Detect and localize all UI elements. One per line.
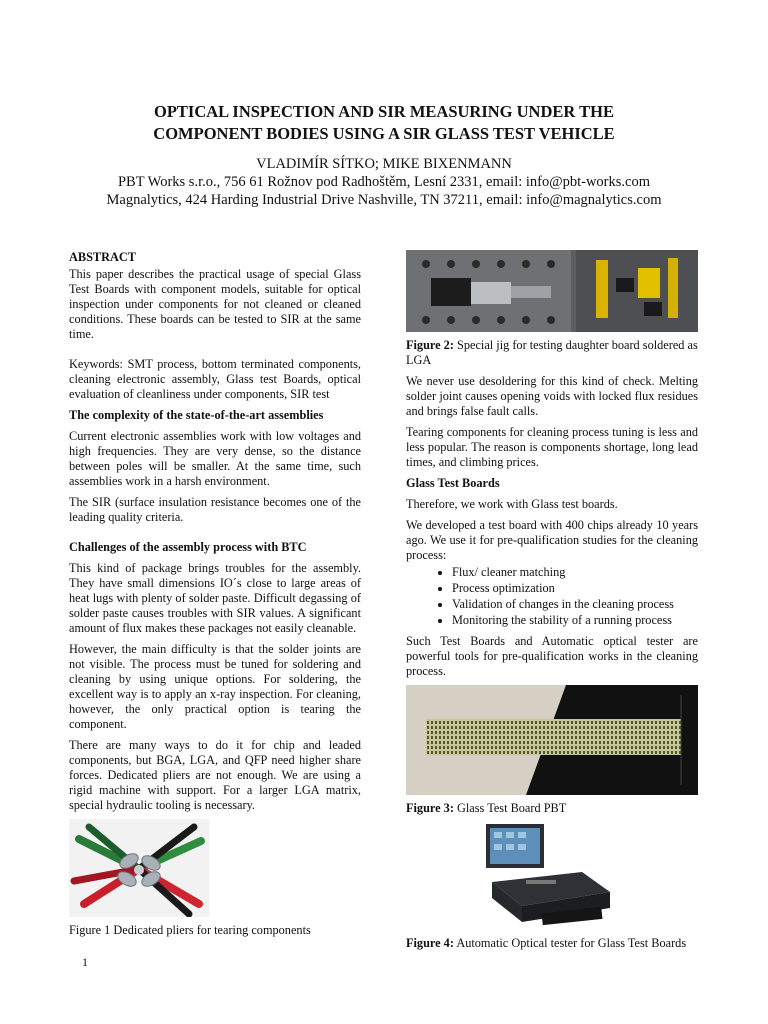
heading-challenges: Challenges of the assembly process with BTC xyxy=(69,540,307,554)
affiliation-1: PBT Works s.r.o., 756 61 Rožnov pod Radhoštěm, Lesní 2331, email: info@pbt-works.com xyxy=(117,174,650,190)
paragraph-challenges-2: However, the main difficulty is that the solder joints are not visible. The process must be tuned for soldering and cleaning by using unique options. For soldering, the excellent way is to apply an x-ray inspection. For cleaning, however, the only practical option is tearing the component. xyxy=(69,642,361,731)
heading-complexity: The complexity of the state-of-the-art assemblies xyxy=(69,408,324,422)
figure-4-label: Figure 4: xyxy=(406,936,454,950)
figure-4-optical-tester-image xyxy=(482,822,614,932)
optical-tester-photo xyxy=(482,822,614,932)
figure-3-glass-board-image xyxy=(406,685,698,795)
author-block xyxy=(60,155,708,209)
figure-3-label: Figure 3: xyxy=(406,801,454,815)
keywords: Keywords: SMT process, bottom terminated components, cleaning electronic assembly, Glass test Boards, optical evaluation of cleanliness under components, SIR test xyxy=(69,357,361,401)
list-item: • Monitoring the stability of a running process xyxy=(452,613,698,628)
abstract-text: This paper describes the practical usage of special Glass Test Boards with component models, suitable for optical inspection under components for not cleaned or cleaned conditions. These boards can be tested to SIR at the same time. xyxy=(69,267,361,341)
figure-3-caption xyxy=(406,801,698,816)
right-column xyxy=(406,250,698,957)
figure-4-text: Automatic Optical tester for Glass Test Boards xyxy=(453,936,687,950)
paragraph-glass-1: Therefore, we work with Glass test boards. xyxy=(406,497,618,511)
page-number: 1 xyxy=(82,955,88,969)
paragraph-challenges-1: This kind of package brings troubles for the assembly. They have small dimensions IO´s close to large areas of heat lugs with plenty of solder paste. Difficult degassing of solder paste causes troubles with SIR values. A significant amount of flux makes these packages not easily cleanable. xyxy=(69,561,361,635)
figure-2-jig-image xyxy=(406,250,698,332)
left-column xyxy=(69,250,361,944)
figure-1-pliers-image xyxy=(69,819,209,917)
pliers-photo xyxy=(69,819,209,917)
figure-2-label: Figure 2: xyxy=(406,338,454,352)
paragraph-complexity-1: Current electronic assemblies work with low voltages and high frequencies. They are very dense, so the distance between poles will be smaller. At the same time, such assemblies work in a harsh environment. xyxy=(69,429,361,488)
title-line-2: COMPONENT BODIES USING A SIR GLASS TEST VEHICLE xyxy=(153,124,615,143)
affiliation-2: Magnalytics, 424 Harding Industrial Drive Nashville, TN 37211, email: info@magnalytics.com xyxy=(106,192,662,208)
jig-photo xyxy=(406,250,698,332)
figure-2-text: Special jig for testing daughter board soldered as LGA xyxy=(406,338,698,367)
title-line-1: OPTICAL INSPECTION AND SIR MEASURING UNDER THE xyxy=(154,102,614,121)
figure-2-caption xyxy=(406,338,698,368)
glass-board-photo xyxy=(406,685,698,795)
list-item: • Flux/ cleaner matching xyxy=(452,565,698,580)
authors: VLADIMÍR SÍTKO; MIKE BIXENMANN xyxy=(256,156,512,172)
paragraph-glass-2: We developed a test board with 400 chips already 10 years ago. We use it for pre-qualification studies for the cleaning process: xyxy=(406,518,698,562)
abstract-heading: ABSTRACT xyxy=(69,250,136,264)
paragraph-tearing: Tearing components for cleaning process tuning is less and less popular. The reason is components shortage, long lead times, and climbing prices. xyxy=(406,425,698,469)
figure-3-text: Glass Test Board PBT xyxy=(453,801,567,815)
list-item: • Process optimization xyxy=(452,581,698,596)
figure-1-caption: Figure 1 Dedicated pliers for tearing components xyxy=(69,923,311,937)
list-item: • Validation of changes in the cleaning process xyxy=(452,597,698,612)
paragraph-desolder: We never use desoldering for this kind of check. Melting solder joint causes opening voids with locked flux residues and brings false fault calls. xyxy=(406,374,698,418)
heading-glass-test-boards: Glass Test Boards xyxy=(406,476,500,490)
cleaning-process-list xyxy=(406,565,698,628)
paper-title xyxy=(60,101,708,145)
paragraph-challenges-3: There are many ways to do it for chip and leaded components, but BGA, LGA, and QFP need higher share forces. Dedicated pliers are not enough. We are using a rigid machine with support. For a larger LGA matrix, special hydraulic tooling is necessary. xyxy=(69,738,361,812)
paragraph-glass-3: Such Test Boards and Automatic optical tester are powerful tools for pre-qualification works in the cleaning process. xyxy=(406,634,698,678)
paragraph-complexity-2: The SIR (surface insulation resistance becomes one of the leading quality criteria. xyxy=(69,495,361,524)
figure-4-caption xyxy=(406,936,698,951)
